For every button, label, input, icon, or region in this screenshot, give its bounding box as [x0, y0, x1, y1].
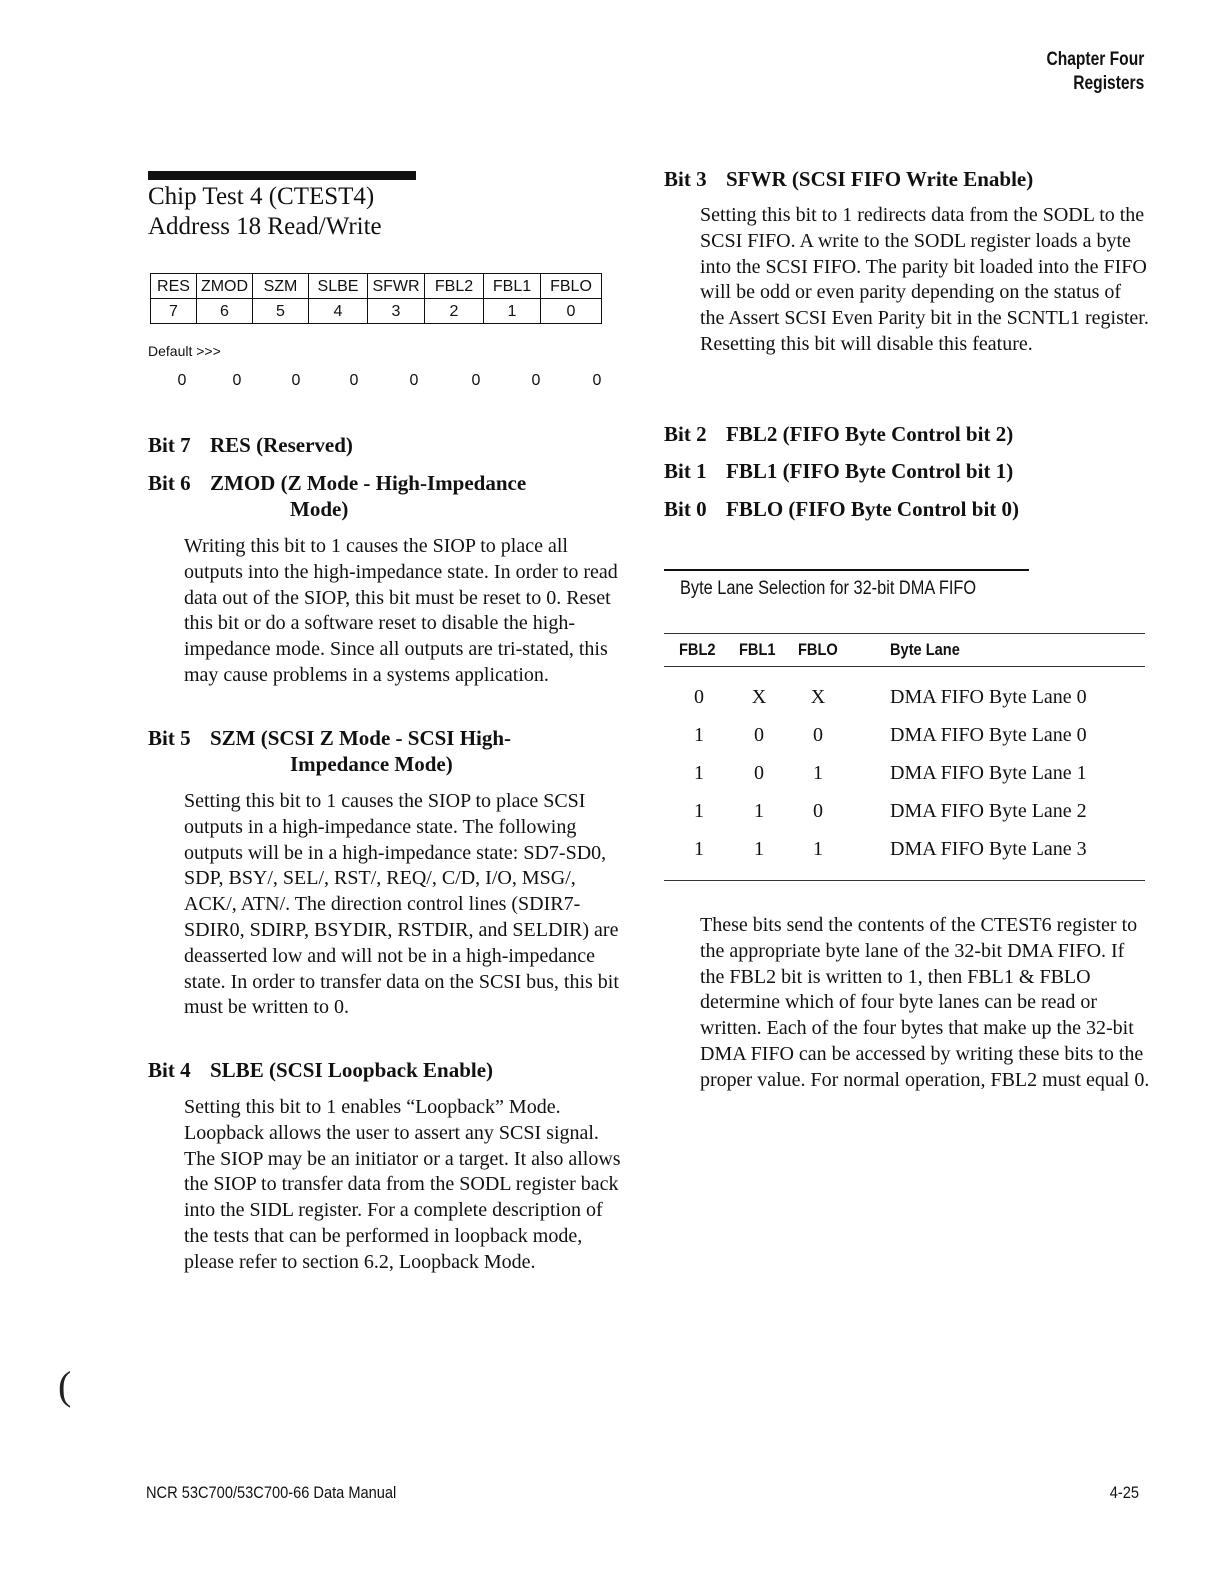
lane-table-header: Byte Lane — [890, 640, 960, 659]
bit-number-cell: 4 — [309, 299, 368, 324]
footer-manual-title: NCR 53C700/53C700-66 Data Manual — [146, 1483, 397, 1502]
fblo-cell: 0 — [813, 724, 823, 746]
bit-name: RES (Reserved) — [210, 433, 353, 457]
fbl2-cell: 1 — [694, 724, 704, 746]
register-name: Chip Test 4 (CTEST4) — [148, 183, 375, 210]
bit-name-cell: ZMOD — [197, 274, 253, 299]
default-value: 0 — [409, 372, 419, 389]
fbl2-cell: 1 — [694, 800, 704, 822]
bit-number-row — [151, 299, 602, 324]
fbl2-cell: 1 — [694, 838, 704, 860]
footer-page-number: 4-25 — [1109, 1483, 1139, 1502]
fbl2-cell: 0 — [694, 686, 704, 708]
default-value: 0 — [291, 372, 301, 389]
bit-number-cell: 2 — [425, 299, 484, 324]
fblo-cell: X — [810, 686, 826, 708]
bit4-description: Setting this bit to 1 enables “Loopback” Mode. Loopback allows the user to assert any SCSI signal. The SIOP may be an initiator or a target. It also allows the SIOP to transfer data from the SODL register back into the SIDL register. For a complete description of the tests that can be performed in loopback mode, please refer to section 6.2, Loopback Mode. — [184, 1096, 621, 1273]
table-title-rule — [664, 569, 1029, 571]
default-value: 0 — [232, 372, 242, 389]
bit-name: SFWR (SCSI FIFO Write Enable) — [726, 167, 1034, 191]
bit-name: SZM (SCSI Z Mode - SCSI High- — [210, 726, 512, 750]
bit2-heading — [664, 421, 1013, 447]
bit4-heading — [148, 1057, 493, 1083]
bit-number: Bit 4 — [148, 1058, 191, 1082]
bit-number: Bit 2 — [664, 422, 707, 446]
bit-name-cell: FBL2 — [425, 274, 484, 299]
register-bit-table — [150, 273, 602, 324]
bit-number: Bit 1 — [664, 459, 707, 483]
bit3-description: Setting this bit to 1 redirects data from the SODL to the SCSI FIFO. A write to the SODL register loads a byte into the SCSI FIFO. The parity bit loaded into the FIFO will be odd or even parity depending on the status of the Assert SCSI Even Parity bit in the SCNTL1 register. Resetting this bit will disable this feature. — [700, 204, 1149, 355]
bit-name-continued: Impedance Mode) — [290, 752, 453, 776]
bit-name-cell: SFWR — [368, 274, 425, 299]
default-value: 0 — [592, 372, 602, 389]
table-rule — [664, 666, 1145, 667]
default-value: 0 — [531, 372, 541, 389]
fifo-byte-control-description: These bits send the contents of the CTEST6 register to the appropriate byte lane of the 32-bit DMA FIFO. If the FBL2 bit is written to 1, then FBL1 & FBLO determine which of four byte lanes can be read or written. Each of the four bytes that make up the 32-bit DMA FIFO can be accessed by writing these bits to the proper value. For normal operation, FBL2 must equal 0. — [700, 914, 1150, 1091]
fbl1-cell: 1 — [754, 838, 764, 860]
bit-number: Bit 3 — [664, 167, 707, 191]
fbl1-cell: 0 — [754, 724, 764, 746]
bit-number-cell: 3 — [368, 299, 425, 324]
default-value: 0 — [177, 372, 187, 389]
chapter-header — [1046, 48, 1144, 96]
byte-lane-cell: DMA FIFO Byte Lane 0 — [890, 724, 1087, 746]
lane-table-title: Byte Lane Selection for 32-bit DMA FIFO — [680, 578, 977, 599]
bit1-heading — [664, 458, 1013, 484]
fbl1-cell: 1 — [754, 800, 764, 822]
bit-name-cell: SZM — [253, 274, 309, 299]
lane-table-header: FBL2 — [679, 640, 716, 659]
chapter-title: Chapter Four — [1046, 49, 1144, 70]
bit-name: SLBE (SCSI Loopback Enable) — [210, 1058, 494, 1082]
byte-lane-cell: DMA FIFO Byte Lane 2 — [890, 800, 1087, 822]
fblo-cell: 0 — [813, 800, 823, 822]
fblo-cell: 1 — [813, 838, 823, 860]
bit-name-cell: FBL1 — [484, 274, 541, 299]
title-rule — [148, 171, 416, 180]
bit0-heading — [664, 496, 1019, 522]
bit-name-continued: Mode) — [290, 497, 349, 521]
section-title: Registers — [1072, 73, 1144, 94]
byte-lane-cell: DMA FIFO Byte Lane 1 — [890, 762, 1087, 784]
bit-name-cell: SLBE — [309, 274, 368, 299]
fbl1-cell: X — [751, 686, 767, 708]
bit-number: Bit 6 — [148, 471, 191, 495]
register-address: Address 18 Read/Write — [148, 213, 382, 240]
bit-name: FBLO (FIFO Byte Control bit 0) — [726, 497, 1020, 521]
default-label: Default >>> — [148, 343, 221, 359]
bit-number: Bit 0 — [664, 497, 707, 521]
bit5-heading — [148, 725, 511, 777]
bit-number-cell: 5 — [253, 299, 309, 324]
table-rule — [664, 633, 1145, 634]
lane-table-header: FBL1 — [739, 640, 776, 659]
lane-table-header: FBLO — [798, 640, 838, 659]
bit-name-cell: RES — [151, 274, 197, 299]
table-rule — [664, 880, 1145, 881]
bit-name: FBL2 (FIFO Byte Control bit 2) — [726, 422, 1014, 446]
bit-number-cell: 1 — [484, 299, 541, 324]
scan-artifact-mark: ( — [58, 1363, 72, 1408]
fblo-cell: 1 — [813, 762, 823, 784]
bit-number-cell: 7 — [151, 299, 197, 324]
bit-name: FBL1 (FIFO Byte Control bit 1) — [726, 459, 1014, 483]
default-value: 0 — [471, 372, 481, 389]
bit5-description: Setting this bit to 1 causes the SIOP to place SCSI outputs in a high-impedance state. The following outputs will be in a high-impedance state: SD7-SD0, SDP, BSY/, SEL/, RST/, REQ/, C/D, I/O, MSG/, ACK/, ATN/. The direction control lines (SDIR7-SDIR0, SDIRP, BSYDIR, RSTDIR, and SELDIR) are deasserted low and will not be in a high-impedance state. In order to transfer data on the SCSI bus, this bit must be written to 0. — [184, 790, 619, 1019]
byte-lane-cell: DMA FIFO Byte Lane 0 — [890, 686, 1087, 708]
bit6-heading — [148, 470, 526, 522]
bit-name-row — [151, 274, 602, 299]
bit-number: Bit 5 — [148, 726, 191, 750]
register-title — [148, 182, 382, 242]
bit7-heading — [148, 432, 353, 458]
bit-name: ZMOD (Z Mode - High-Impedance — [210, 471, 527, 495]
bit3-heading — [664, 166, 1033, 192]
bit-number-cell: 6 — [197, 299, 253, 324]
bit-number: Bit 7 — [148, 433, 191, 457]
bit6-description: Writing this bit to 1 causes the SIOP to place all outputs into the high-impedance state. In order to read data out of the SIOP, this bit must be reset to 0. Reset this bit or do a software reset to disable the high-impedance mode. Since all outputs are tri-stated, this may cause problems in a systems application. — [184, 535, 618, 686]
default-value: 0 — [349, 372, 359, 389]
byte-lane-cell: DMA FIFO Byte Lane 3 — [890, 838, 1087, 860]
fbl2-cell: 1 — [694, 762, 704, 784]
fbl1-cell: 0 — [754, 762, 764, 784]
bit-number-cell: 0 — [541, 299, 602, 324]
bit-name-cell: FBLO — [541, 274, 602, 299]
